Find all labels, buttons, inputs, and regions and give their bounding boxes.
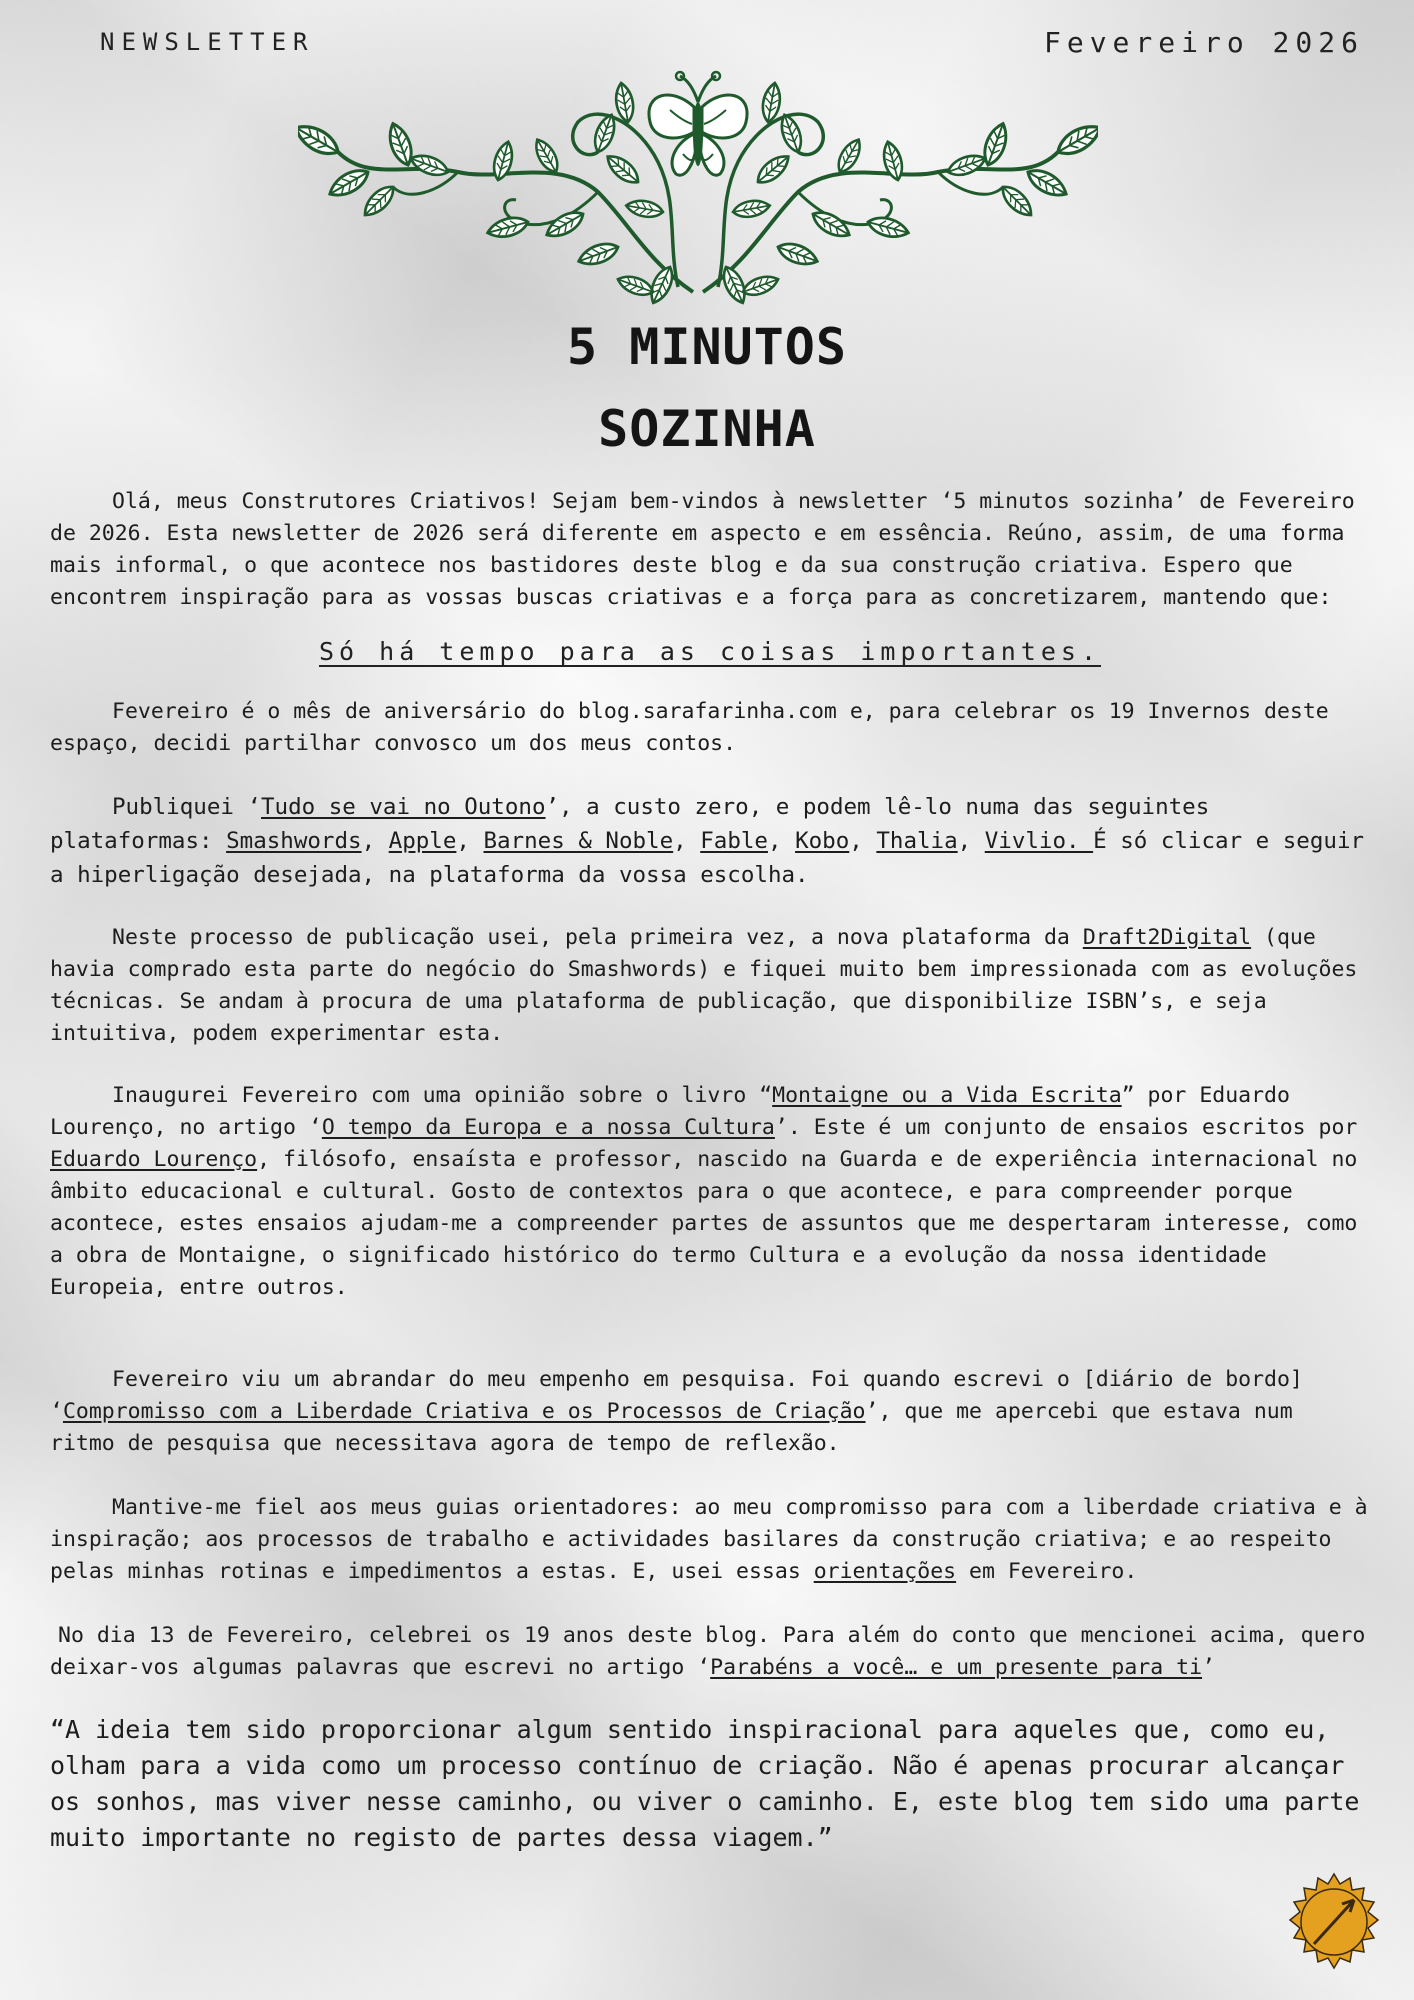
anniversary-paragraph: Fevereiro é o mês de aniversário do blog.sarafarinha.com e, para celebrar os 19 Invernos deste espaço, decidi partilhar convosco um dos meus contos. (50, 699, 1329, 756)
thalia-link[interactable]: Thalia (876, 828, 958, 854)
montaigne-paragraph: Inaugurei Fevereiro com uma opinião sobre o livro “Montaigne ou a Vida Escrita” por Eduardo Lourenço, no artigo ‘O tempo da Europa e a nossa Cultura’. Este é um conjunto de ensaios escritos por Eduardo Lourenço, filósofo, ensaísta e professor, nascido na Guarda e de experiência internacional no âmbito educacional e cultural. Gosto de contextos para o que acontece, e para compreender porque acontece, estes ensaios ajudam-me a compreender partes de assuntos que me despertaram interesse, como a obra de Montaigne, o significado histórico do termo Cultura e a evolução da nossa identidade Europeia, entre outros. (50, 1083, 1358, 1300)
butterfly-icon (649, 72, 747, 175)
smashwords-link[interactable]: Smashwords (226, 828, 362, 854)
research-paragraph: Fevereiro viu um abrandar do meu empenho em pesquisa. Foi quando escrevi o [diário de bordo] ‘Compromisso com a Liberdade Criativa e os Processos de Criação’, que me apercebi que estava num ritmo de pesquisa que necessitava agora de tempo de reflexão. (50, 1367, 1303, 1456)
page-title-line-2: SOZINHA (598, 400, 816, 458)
intro-paragraph: Olá, meus Construtores Criativos! Sejam bem-vindos à newsletter ‘5 minutos sozinha’ de Fevereiro de 2026. Esta newsletter de 2026 será diferente em aspecto e em essência. Reúno, assim, de uma forma mais informal, o que acontece nos bastidores deste blog e da sua construção criativa. Espero que encontrem inspiração para as vossas buscas criativas e a força para as concretizarem, mantendo que: (50, 489, 1355, 610)
page-title-line-1: 5 MINUTOS (567, 318, 847, 376)
birthday-article-link[interactable]: Parabéns a você… e um presente para ti (710, 1655, 1203, 1680)
publication-paragraph: Publiquei ‘Tudo se vai no Outono’, a custo zero, e podem lê-lo numa das seguintes plataformas: Smashwords, Apple, Barnes & Noble, Fable, Kobo, Thalia, Vivlio. É só clicar e seguir a hiperligação desejada, na plataforma da vossa escolha. (50, 794, 1365, 888)
fable-link[interactable]: Fable (700, 828, 768, 854)
guides-paragraph: Mantive-me fiel aos meus guias orientadores: ao meu compromisso para com a liberdade criativa e à inspiração; aos processos de trabalho e actividades basilares da construção criativa; e ao respeito pelas minhas rotinas e impedimentos a estas. E, usei essas orientações em Fevereiro. (50, 1495, 1368, 1584)
floral-ornament-icon (298, 62, 1098, 312)
blog-quote: “A ideia tem sido proporcionar algum sentido inspiracional para aqueles que, como eu, olham para a vida como um processo contínuo de criação. Não é apenas procurar alcançar os sonhos, mas viver nesse caminho, ou viver o caminho. E, este blog tem sido uma parte muito importante no registo de partes dessa viagem.” (50, 1715, 1360, 1852)
compass-badge-icon[interactable] (1282, 1870, 1386, 1974)
motto-quote (50, 636, 1370, 668)
newsletter-label: NEWSLETTER (100, 28, 315, 56)
creative-freedom-link[interactable]: Compromisso com a Liberdade Criativa e os Processos de Criação (62, 1399, 866, 1424)
vivlio-link[interactable]: Vivlio. (984, 828, 1094, 854)
birthday-paragraph: No dia 13 de Fevereiro, celebrei os 19 anos deste blog. Para além do conto que mencionei acima, quero deixar-vos algumas palavras que escrevi no artigo ‘Parabéns a você… e um presente para ti’ (50, 1623, 1366, 1680)
motto-text: Só há tempo para as coisas importantes. (319, 637, 1101, 666)
montaigne-book-link[interactable]: Montaigne ou a Vida Escrita (772, 1083, 1122, 1108)
kobo-link[interactable]: Kobo (795, 828, 850, 854)
book-link[interactable]: Tudo se vai no Outono (261, 794, 546, 820)
orientations-link[interactable]: orientações (813, 1559, 957, 1584)
europe-culture-article-link[interactable]: O tempo da Europa e a nossa Cultura (321, 1115, 775, 1140)
apple-link[interactable]: Apple (388, 828, 457, 854)
eduardo-lourenco-link[interactable]: Eduardo Lourenço (50, 1147, 258, 1172)
issue-date: Fevereiro 2026 (1043, 26, 1364, 59)
draft2digital-link[interactable]: Draft2Digital (1082, 925, 1252, 950)
newsletter-body (50, 486, 1370, 1856)
barnes-noble-link[interactable]: Barnes & Noble (483, 828, 674, 854)
draft2digital-paragraph: Neste processo de publicação usei, pela primeira vez, a nova plataforma da Draft2Digital (que havia comprado esta parte do negócio do Smashwords) e fiquei muito bem impressionada com as evoluções técnicas. Se andam à procura de uma plataforma de publicação, que disponibilize ISBN’s, e seja intuitiva, podem experimentar esta. (50, 925, 1358, 1046)
